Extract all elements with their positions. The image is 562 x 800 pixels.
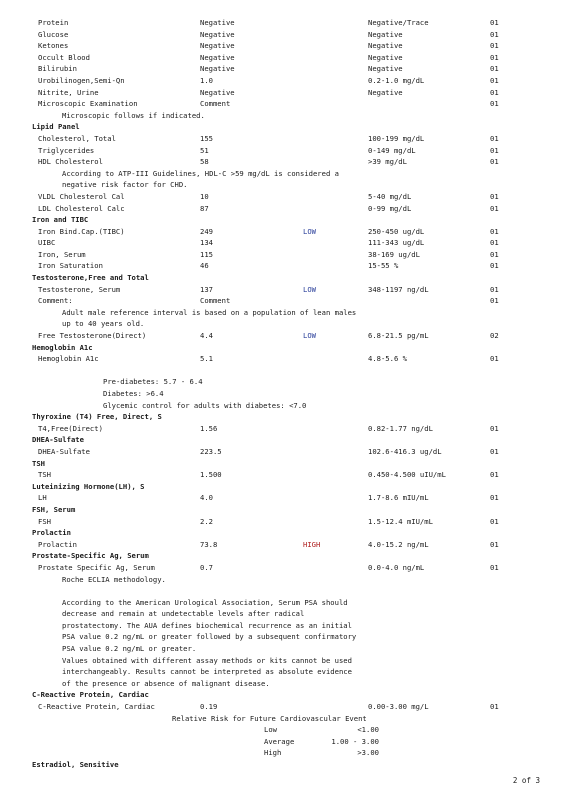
result-row: [0, 249, 562, 261]
comment-text: prostatectomy. The AUA defines biochemical recurrence as an initial: [62, 620, 352, 630]
test-name: FSH: [38, 516, 51, 526]
reference-range: 0.00-3.00 mg/L: [368, 702, 429, 712]
risk-row: [0, 736, 562, 748]
lab-code: 02: [490, 331, 499, 341]
result-row: [0, 203, 562, 215]
result-row: [0, 17, 562, 29]
result-value: 46: [200, 261, 209, 271]
test-name: Prostate Specific Ag, Serum: [38, 562, 155, 572]
result-row: [0, 330, 562, 342]
lab-code: 01: [490, 238, 499, 248]
lab-code: 01: [490, 261, 499, 271]
section-title: FSH, Serum: [32, 504, 76, 514]
result-row: [0, 539, 562, 551]
section-title: Lipid Panel: [32, 122, 80, 132]
test-name: Iron Saturation: [38, 261, 103, 271]
risk-value: 1.00 - 3.00: [331, 736, 379, 746]
section-title: Iron and TIBC: [32, 215, 89, 225]
section-title: C-Reactive Protein, Cardiac: [32, 690, 149, 700]
reference-range: 6.8-21.5 pg/mL: [368, 331, 429, 341]
test-name: TSH: [38, 470, 51, 480]
reference-range: 15-55 %: [368, 261, 399, 271]
section-heading: [0, 342, 562, 354]
comment-line: [0, 597, 562, 609]
lab-code: 01: [490, 133, 499, 143]
test-name: Protein: [38, 18, 69, 27]
section-title: DHEA-Sulfate: [32, 435, 84, 445]
comment-line: [0, 655, 562, 667]
lab-report: [0, 17, 562, 771]
result-value: Negative: [200, 41, 235, 51]
comment-text: Pre-diabetes: 5.7 - 6.4: [103, 377, 203, 387]
test-name: Urobilinogen,Semi-Qn: [38, 75, 125, 85]
risk-row: [0, 724, 562, 736]
result-value: 249: [200, 226, 213, 236]
reference-range: 250-450 ug/dL: [368, 226, 425, 236]
comment-text: Roche ECLIA methodology.: [62, 574, 166, 584]
result-row: [0, 191, 562, 203]
section-title: Luteinizing Hormone(LH), S: [32, 481, 145, 491]
section-heading: [0, 458, 562, 470]
test-name: Iron, Serum: [38, 249, 86, 259]
section-heading: [0, 434, 562, 446]
result-value: 87: [200, 203, 209, 213]
reference-range: >39 mg/dL: [368, 157, 407, 167]
result-row: [0, 516, 562, 528]
result-value: 58: [200, 157, 209, 167]
comment-text: up to 40 years old.: [62, 319, 145, 329]
section-title: Thyroxine (T4) Free, Direct, S: [32, 412, 162, 422]
result-value: Negative: [200, 18, 235, 27]
reference-range: 100-199 mg/dL: [368, 133, 425, 143]
result-row: [0, 237, 562, 249]
result-flag: HIGH: [303, 539, 321, 549]
risk-title-text: Relative Risk for Future Cardiovascular Event: [172, 713, 367, 723]
lab-code: 01: [490, 18, 499, 27]
reference-range: 4.0-15.2 ng/mL: [368, 539, 429, 549]
result-value: 2.2: [200, 516, 213, 526]
section-title: Estradiol, Sensitive: [32, 760, 119, 769]
comment-text: Values obtained with different assay methods or kits cannot be used: [62, 655, 352, 665]
result-value: 1.500: [200, 470, 222, 480]
lab-code: 01: [490, 539, 499, 549]
result-row: [0, 133, 562, 145]
test-name: Iron Bind.Cap.(TIBC): [38, 226, 125, 236]
result-row: [0, 446, 562, 458]
section-title: TSH: [32, 458, 45, 468]
result-value: 10: [200, 191, 209, 201]
result-value: 0.19: [200, 702, 218, 712]
comment-text: Microscopic follows if indicated.: [62, 110, 205, 120]
section-heading: [0, 504, 562, 516]
result-row: [0, 226, 562, 238]
result-value: 223.5: [200, 446, 222, 456]
result-row: [0, 260, 562, 272]
comment-line: [0, 574, 562, 586]
reference-range: Negative: [368, 87, 403, 97]
spacer: [0, 585, 562, 597]
section-heading: [0, 550, 562, 562]
reference-range: 0.2-1.0 mg/dL: [368, 75, 425, 85]
result-row: [0, 284, 562, 296]
comment-line: [0, 388, 562, 400]
result-row: [0, 562, 562, 574]
test-name: Nitrite, Urine: [38, 87, 99, 97]
lab-code: 01: [490, 203, 499, 213]
reference-range: 0.450-4.500 uIU/mL: [368, 470, 446, 480]
lab-code: 01: [490, 191, 499, 201]
reference-range: 0-149 mg/dL: [368, 145, 416, 155]
result-row: [0, 40, 562, 52]
reference-range: 1.5-12.4 mIU/mL: [368, 516, 433, 526]
section-title: Prostate-Specific Ag, Serum: [32, 551, 149, 561]
section-heading: [0, 689, 562, 701]
risk-row: [0, 747, 562, 759]
result-row: [0, 75, 562, 87]
reference-range: Negative: [368, 29, 403, 39]
test-name: Cholesterol, Total: [38, 133, 116, 143]
result-flag: LOW: [303, 226, 316, 236]
result-row: [0, 353, 562, 365]
result-value: 137: [200, 284, 213, 294]
result-row: [0, 423, 562, 435]
test-name: UIBC: [38, 238, 56, 248]
test-name: Prolactin: [38, 539, 77, 549]
comment-text: Adult male reference interval is based on a population of lean males: [62, 307, 357, 317]
test-name: Occult Blood: [38, 52, 90, 62]
comment-line: [0, 631, 562, 643]
lab-code: 01: [490, 157, 499, 167]
result-value: 5.1: [200, 354, 213, 364]
reference-range: 38-169 ug/dL: [368, 249, 420, 259]
lab-code: 01: [490, 249, 499, 259]
comment-line: [0, 666, 562, 678]
section-heading: [0, 527, 562, 539]
page-number: 2 of 3: [512, 776, 540, 786]
comment-text: interchangeably. Results cannot be interpreted as absolute evidence: [62, 667, 352, 677]
risk-label: Average: [264, 736, 295, 746]
test-name: T4,Free(Direct): [38, 423, 103, 433]
result-value: 0.7: [200, 562, 213, 572]
lab-code: 01: [490, 29, 499, 39]
result-value: 1.0: [200, 75, 213, 85]
comment-text: According to the American Urological Association, Serum PSA should: [62, 597, 348, 607]
reference-range: 111-343 ug/dL: [368, 238, 425, 248]
comment-text: PSA value 0.2 ng/mL or greater.: [62, 644, 197, 654]
risk-value: >3.00: [357, 748, 379, 758]
comment-text: According to ATP-III Guidelines, HDL-C >59 mg/dL is considered a: [62, 168, 339, 178]
section-heading: [0, 272, 562, 284]
result-value: 134: [200, 238, 213, 248]
result-value: Negative: [200, 29, 235, 39]
section-heading: [0, 411, 562, 423]
result-value: 73.8: [200, 539, 218, 549]
lab-code: 01: [490, 64, 499, 74]
test-name: Triglycerides: [38, 145, 95, 155]
comment-line: [0, 168, 562, 180]
section-heading: [0, 759, 562, 771]
comment-line: [0, 307, 562, 319]
reference-range: Negative: [368, 52, 403, 62]
comment-line: [0, 678, 562, 690]
lab-code: 01: [490, 41, 499, 51]
result-value: 115: [200, 249, 213, 259]
reference-range: Negative/Trace: [368, 18, 429, 27]
result-row: [0, 701, 562, 713]
test-name: Microscopic Examination: [38, 99, 138, 109]
result-row: [0, 492, 562, 504]
result-row: [0, 63, 562, 75]
result-value: Negative: [200, 52, 235, 62]
test-name: LDL Cholesterol Calc: [38, 203, 125, 213]
risk-table-title: [0, 713, 562, 725]
reference-range: 1.7-8.6 mIU/mL: [368, 493, 429, 503]
section-title: Prolactin: [32, 528, 71, 538]
comment-line: [0, 608, 562, 620]
section-title: Testosterone,Free and Total: [32, 273, 149, 283]
result-value: 51: [200, 145, 209, 155]
test-name: Glucose: [38, 29, 69, 39]
lab-code: 01: [490, 99, 499, 109]
test-name: DHEA-Sulfate: [38, 446, 90, 456]
result-value: 155: [200, 133, 213, 143]
section-title: Hemoglobin A1c: [32, 342, 93, 352]
test-name: Bilirubin: [38, 64, 77, 74]
section-heading: [0, 121, 562, 133]
reference-range: 0.82-1.77 ng/dL: [368, 423, 433, 433]
lab-code: 01: [490, 284, 499, 294]
result-value: Comment: [200, 296, 231, 306]
comment-text: of the presence or absence of malignant disease.: [62, 678, 270, 688]
lab-code: 01: [490, 516, 499, 526]
test-name: Ketones: [38, 41, 69, 51]
result-row: [0, 52, 562, 64]
result-flag: LOW: [303, 284, 316, 294]
test-name: HDL Cholesterol: [38, 157, 103, 167]
comment-line: [0, 318, 562, 330]
test-name: Comment:: [38, 296, 73, 306]
comment-line: [0, 643, 562, 655]
lab-code: 01: [490, 354, 499, 364]
reference-range: Negative: [368, 64, 403, 74]
result-row: [0, 87, 562, 99]
lab-code: 01: [490, 470, 499, 480]
lab-code: 01: [490, 75, 499, 85]
result-value: 1.56: [200, 423, 218, 433]
test-name: Hemoglobin A1c: [38, 354, 99, 364]
lab-code: 01: [490, 145, 499, 155]
reference-range: 0.0-4.0 ng/mL: [368, 562, 425, 572]
risk-label: Low: [264, 725, 277, 735]
section-heading: [0, 214, 562, 226]
result-row: [0, 295, 562, 307]
reference-range: 348-1197 ng/dL: [368, 284, 429, 294]
comment-line: [0, 110, 562, 122]
test-name: Testosterone, Serum: [38, 284, 121, 294]
test-name: LH: [38, 493, 47, 503]
result-row: [0, 98, 562, 110]
result-value: Negative: [200, 87, 235, 97]
lab-code: 01: [490, 423, 499, 433]
reference-range: 0-99 mg/dL: [368, 203, 412, 213]
test-name: Free Testosterone(Direct): [38, 331, 147, 341]
lab-code: 01: [490, 226, 499, 236]
reference-range: 102.6-416.3 ug/dL: [368, 446, 442, 456]
reference-range: Negative: [368, 41, 403, 51]
comment-line: [0, 400, 562, 412]
result-value: 4.0: [200, 493, 213, 503]
lab-code: 01: [490, 87, 499, 97]
lab-code: 01: [490, 446, 499, 456]
comment-text: PSA value 0.2 ng/mL or greater followed by a subsequent confirmatory: [62, 632, 357, 642]
result-row: [0, 469, 562, 481]
comment-line: [0, 376, 562, 388]
comment-text: Glycemic control for adults with diabetes: <7.0: [103, 400, 307, 410]
lab-code: 01: [490, 52, 499, 62]
test-name: VLDL Cholesterol Cal: [38, 191, 125, 201]
comment-line: [0, 620, 562, 632]
lab-code: 01: [490, 702, 499, 712]
spacer: [0, 365, 562, 377]
section-heading: [0, 481, 562, 493]
risk-label: High: [264, 748, 282, 758]
comment-line: [0, 179, 562, 191]
reference-range: 4.8-5.6 %: [368, 354, 407, 364]
result-row: [0, 145, 562, 157]
lab-code: 01: [490, 562, 499, 572]
lab-code: 01: [490, 296, 499, 306]
result-value: Comment: [200, 99, 231, 109]
result-value: Negative: [200, 64, 235, 74]
comment-text: Diabetes: >6.4: [103, 389, 164, 398]
comment-text: negative risk factor for CHD.: [62, 180, 188, 190]
result-value: 4.4: [200, 331, 213, 341]
risk-value: <1.00: [357, 725, 379, 735]
test-name: C-Reactive Protein, Cardiac: [38, 702, 155, 712]
reference-range: 5-40 mg/dL: [368, 191, 412, 201]
result-row: [0, 156, 562, 168]
result-row: [0, 29, 562, 41]
comment-text: decrease and remain at undetectable levels after radical: [62, 609, 305, 619]
lab-code: 01: [490, 493, 499, 503]
result-flag: LOW: [303, 331, 316, 341]
